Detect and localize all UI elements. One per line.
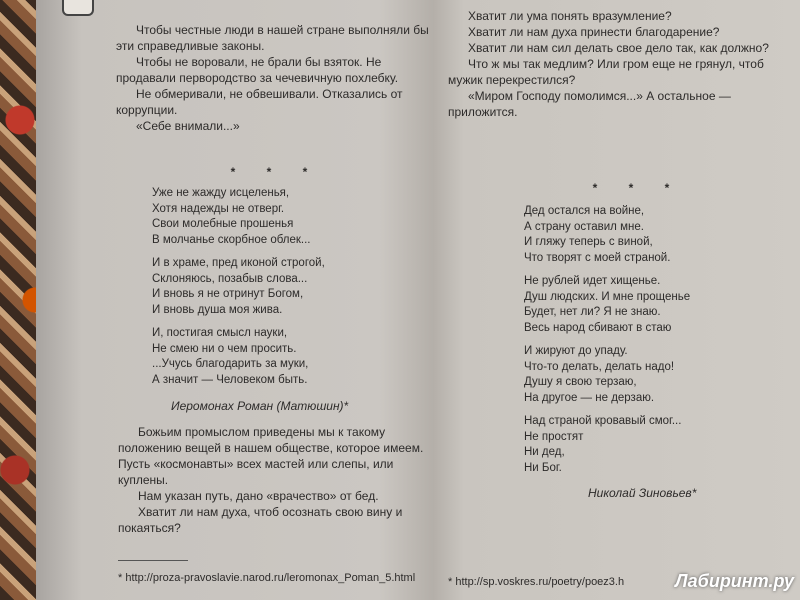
poem-line: Будет, нет ли? Я не знаю. — [524, 306, 661, 318]
paragraph: Хватит ли ума понять вразумление? — [468, 9, 672, 23]
paragraph: Хватит ли нам духа, чтоб осознать свою вину и покаяться? — [118, 505, 403, 535]
left-prose-bottom — [118, 424, 434, 536]
poem-line: Душу я свою терзаю, — [524, 376, 637, 388]
poem-line: А значит — Человеком быть. — [152, 373, 308, 386]
poem-author: Иеромонах Роман (Матюшин)* — [171, 399, 349, 413]
right-prose-top — [448, 8, 778, 120]
poem-line: Не рублей идет хищенье. — [524, 275, 661, 287]
poem-line: Уже не жажду исцеленья, — [152, 187, 290, 199]
poem-line: Над страной кровавый смог... — [524, 415, 682, 427]
right-page — [448, 0, 780, 600]
footnote: * http://sp.voskres.ru/poetry/poez3.h — [448, 576, 625, 588]
poem-line: И, постигая смысл науки, — [152, 327, 288, 339]
section-stars: * * * — [230, 165, 322, 179]
poem-line: И гляжу теперь с виной, — [524, 236, 653, 248]
left-poem — [152, 186, 412, 396]
watermark-text: Лабиринт.ру — [675, 571, 794, 591]
poem-line: Не простят — [524, 430, 584, 443]
poem-line: Душ людских. И мне прощенье — [524, 290, 691, 303]
left-prose-top — [116, 22, 434, 134]
poem-line: И в храме, пред иконой строгой, — [152, 257, 325, 269]
left-page — [56, 0, 434, 600]
poem-stanza — [524, 274, 774, 336]
paragraph: Нам указан путь, дано «врачество» от бед. — [138, 489, 379, 503]
poem-line: Дед остался на войне, — [524, 205, 645, 217]
poem-stanza — [152, 186, 412, 248]
poem-line: В молчанье скорбное облек... — [152, 233, 311, 246]
paragraph: Божьим промыслом приведены мы к такому положению вещей в нашем обществе, которое имеем. Пусть «космонавты» всех мастей или слепы, или куплены. — [118, 425, 424, 487]
poem-line: И жируют до упаду. — [524, 345, 628, 357]
poem-line: Ни дед, — [524, 446, 565, 458]
poem-stanza — [524, 344, 774, 406]
poem-line: Ни Бог. — [524, 461, 562, 474]
poem-stanza — [524, 414, 774, 476]
paragraph: Хватит ли нам сил делать свое дело так, как должно? — [468, 41, 769, 55]
poem-line: И вновь душа моя жива. — [152, 303, 283, 316]
poem-line: Хотя надежды не отверг. — [152, 202, 285, 215]
poem-line: Что-то делать, делать надо! — [524, 360, 675, 373]
paragraph: Что ж мы так медлим? Или гром еще не грянул, чтоб мужик перекрестился? — [448, 57, 764, 87]
paragraph: Хватит ли нам духа принести благодарение? — [468, 25, 720, 39]
poem-line: Склоняюсь, позабыв слова... — [152, 272, 308, 285]
poem-stanza — [152, 326, 412, 388]
section-stars: * * * — [592, 181, 684, 195]
paragraph: Не обмеривали, не обвешивали. Отказались от коррупции. — [116, 87, 403, 117]
paragraph: «Миром Господу помолимся...» А остальное — приложится. — [448, 89, 731, 119]
poem-line: На другое — не дерзаю. — [524, 391, 655, 404]
right-poem — [524, 204, 774, 484]
poem-line: Свои молебные прошенья — [152, 218, 294, 230]
paragraph: Чтобы не воровали, не брали бы взяток. Не продавали первородство за чечевичную похлебку. — [116, 55, 399, 85]
paragraph: «Себе внимали...» — [136, 119, 240, 133]
poem-line: Не смею ни о чем просить. — [152, 342, 297, 355]
poem-author: Николай Зиновьев* — [588, 486, 697, 500]
footnote-rule — [118, 560, 188, 561]
poem-line: А страну оставил мне. — [524, 220, 644, 233]
paragraph: Чтобы честные люди в нашей стране выполняли бы эти справедливые законы. — [116, 23, 429, 53]
poem-stanza — [524, 204, 774, 266]
poem-stanza — [152, 256, 412, 318]
footnote: * http://proza-pravoslavie.narod.ru/leromonax_Poman_5.html — [118, 572, 416, 584]
poem-line: Что творят с моей страной. — [524, 251, 671, 264]
poem-line: И вновь я не отринут Богом, — [152, 288, 304, 300]
poem-line: Весь народ сбивают в стаю — [524, 321, 672, 334]
labirint-watermark — [675, 571, 794, 592]
poem-line: ...Учусь благодарить за муки, — [152, 358, 309, 370]
